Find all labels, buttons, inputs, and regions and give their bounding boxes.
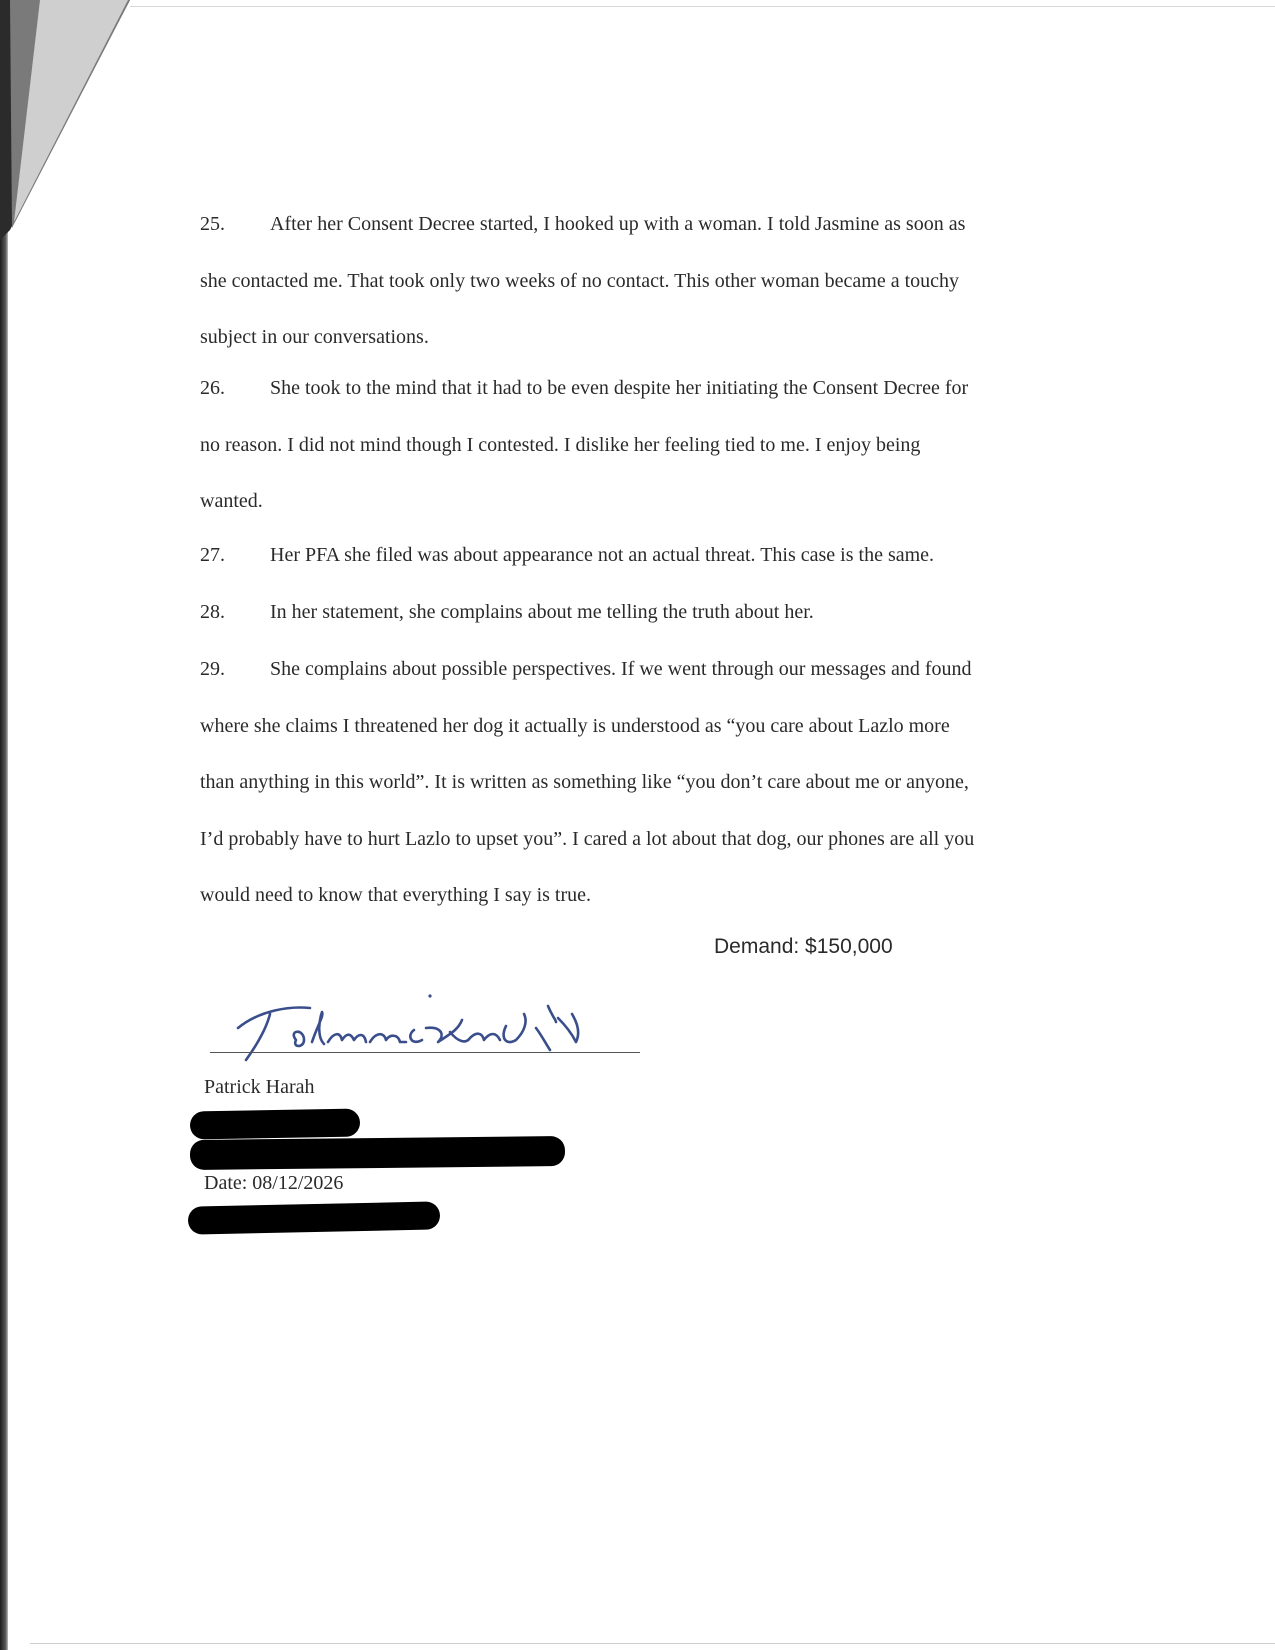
paragraph-26 [200, 360, 1130, 530]
handwritten-signature [200, 990, 660, 1065]
demand-amount: Demand: $150,000 [714, 935, 893, 958]
paragraph-line: where she claims I threatened her dog it actually is understood as “you care about Lazlo more [200, 714, 950, 737]
paragraph-line: she contacted me. That took only two weeks of no contact. This other woman became a touchy [200, 269, 960, 292]
redaction-mark [190, 1109, 360, 1140]
paragraph-number: 27. [200, 544, 225, 566]
scan-fold-shadow [0, 0, 140, 240]
paragraph-line [200, 584, 1130, 641]
paragraph-number: 25. [200, 213, 225, 235]
signature-date: Date: 08/12/2026 [204, 1172, 344, 1194]
paragraph-29 [200, 641, 1145, 924]
redaction-mark [190, 1136, 565, 1170]
paragraph-line: I’d probably have to hurt Lazlo to upset you”. I cared a lot about that dog, our phones are all you [200, 827, 975, 850]
paragraph-number: 28. [200, 601, 225, 623]
paragraph-number: 29. [200, 658, 225, 680]
paragraph-line [200, 641, 1145, 698]
paragraph-line [200, 360, 1130, 417]
paragraph-27 [200, 527, 1130, 584]
paragraph-text: In her statement, she complains about me telling the truth about her. [270, 601, 814, 623]
paragraph-line: than anything in this world”. It is written as something like “you don’t care about me or anyone, [200, 771, 969, 793]
paragraph-28 [200, 584, 1130, 641]
redaction-mark [188, 1201, 441, 1234]
paragraph-text: After her Consent Decree started, I hooked up with a woman. I told Jasmine as soon as [270, 213, 966, 235]
paragraph-line [200, 196, 1130, 253]
scan-top-edge [130, 6, 1275, 7]
paragraph-line: wanted. [200, 490, 263, 512]
signer-name: Patrick Harah [204, 1076, 315, 1098]
paragraph-line: no reason. I did not mind though I contested. I dislike her feeling tied to me. I enjoy being [200, 433, 921, 456]
paragraph-line: would need to know that everything I say is true. [200, 884, 592, 906]
scan-edge-shadow [0, 0, 8, 1650]
scan-bottom-edge [30, 1643, 1275, 1644]
paragraph-text: Her PFA she filed was about appearance not an actual threat. This case is the same. [270, 544, 935, 566]
paragraph-25 [200, 196, 1130, 366]
signature-line [210, 1052, 640, 1053]
paragraph-line [200, 527, 1130, 584]
paragraph-number: 26. [200, 377, 225, 399]
paragraph-line: subject in our conversations. [200, 326, 429, 348]
paragraph-text: She complains about possible perspectives. If we went through our messages and found [270, 658, 972, 680]
paragraph-text: She took to the mind that it had to be even despite her initiating the Consent Decree for [270, 377, 969, 399]
